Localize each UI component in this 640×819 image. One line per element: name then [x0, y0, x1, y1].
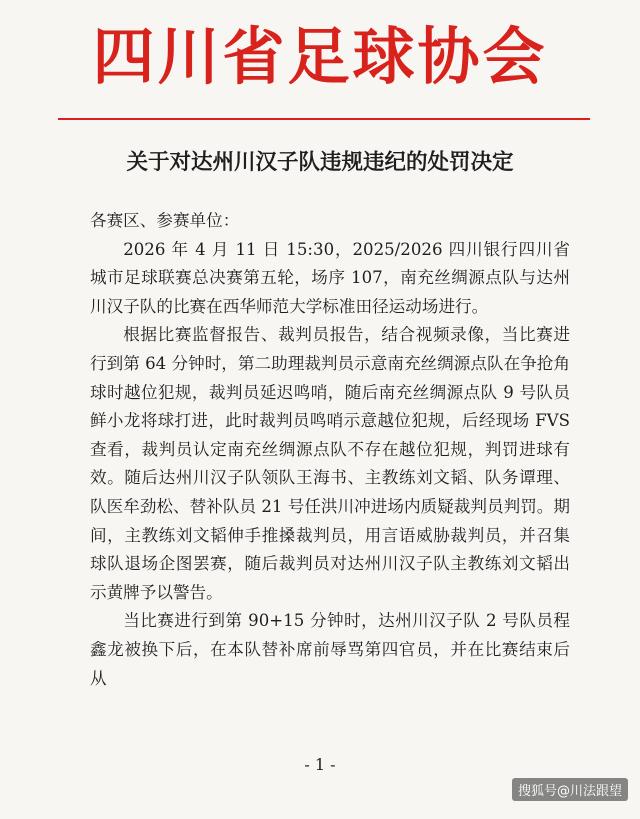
watermark: 搜狐号@川法跟望 — [512, 778, 628, 801]
letterhead-org-name: 四川省足球协会 — [92, 20, 548, 93]
document-title: 关于对达州川汉子队违规违纪的处罚决定 — [126, 150, 514, 175]
paragraph-3: 当比赛进行到第 90+15 分钟时，达州川汉子队 2 号队员程鑫龙被换下后，在本队替补席前辱骂第四官员，并在比赛结束后从 — [90, 611, 570, 688]
paragraph-1: 2026 年 4 月 11 日 15:30，2025/2026 四川银行四川省城市足球联赛总决赛第五轮，场序 107，南充丝绸源点队与达州川汉子队的比赛在西华师范大学标准田径运动场进行。 — [90, 239, 570, 316]
page-number: - 1 - — [304, 755, 336, 774]
document-body — [90, 207, 570, 693]
salutation: 各赛区、参赛单位： — [90, 211, 240, 230]
letterhead-divider — [58, 118, 590, 120]
paragraph-2: 根据比赛监督报告、裁判员报告，结合视频录像，当比赛进行到第 64 分钟时，第二助理裁判员示意南充丝绸源点队在争抢角球时越位犯规，裁判员延迟鸣哨，随后南充丝绸源点队 9 号队员鲜小龙将球打进，此时裁判员鸣哨示意越位犯规，后经现场 FVS 查看，裁判员认定南充丝绸源点队不存在越位犯规，判罚进球有效。随后达州川汉子队领队王海书、主教练刘文韬、队务谭理、队医牟劲松、替补队员 21 号任洪川冲进场内质疑裁判员判罚。期间，主教练刘文韬伸手推搡裁判员，用言语威胁裁判员，并召集球队退场企图罢赛，随后裁判员对达州川汉子队主教练刘文韬出示黄牌予以警告。 — [90, 325, 570, 602]
